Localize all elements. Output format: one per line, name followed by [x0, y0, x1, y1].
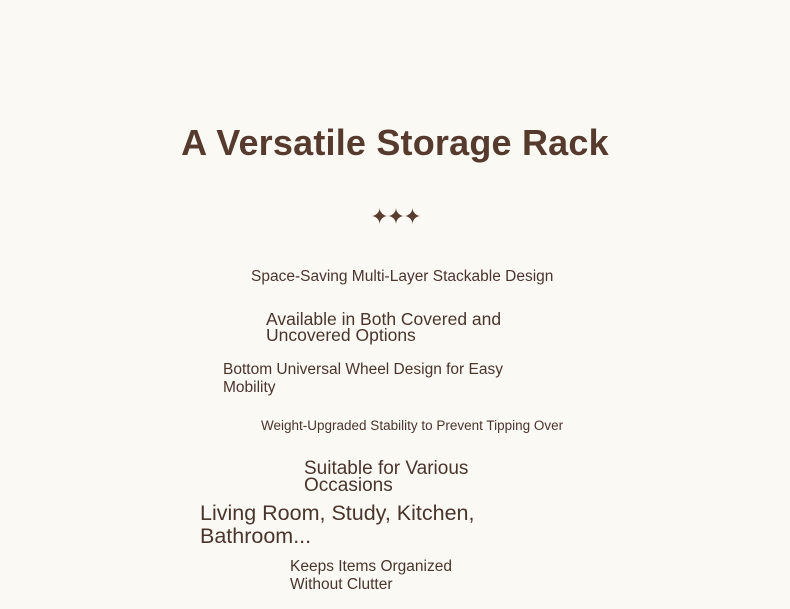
feature-covered-options: Available in Both Covered and Uncovered Options [266, 309, 502, 345]
page-title: A Versatile Storage Rack [181, 122, 609, 163]
sparkle-divider-icon: ✦✦✦ [370, 204, 420, 229]
feature-organized: Keeps Items Organized Without Clutter [290, 558, 452, 593]
feature-stackable-design: Space-Saving Multi-Layer Stackable Design [251, 268, 554, 285]
feature-occasions: Suitable for Various Occasions [304, 458, 469, 496]
feature-rooms: Living Room, Study, Kitchen, Bathroom... [200, 501, 475, 548]
feature-stability: Weight-Upgraded Stability to Prevent Tipping Over [261, 418, 564, 433]
feature-universal-wheels: Bottom Universal Wheel Design for Easy Mobility [223, 361, 503, 396]
